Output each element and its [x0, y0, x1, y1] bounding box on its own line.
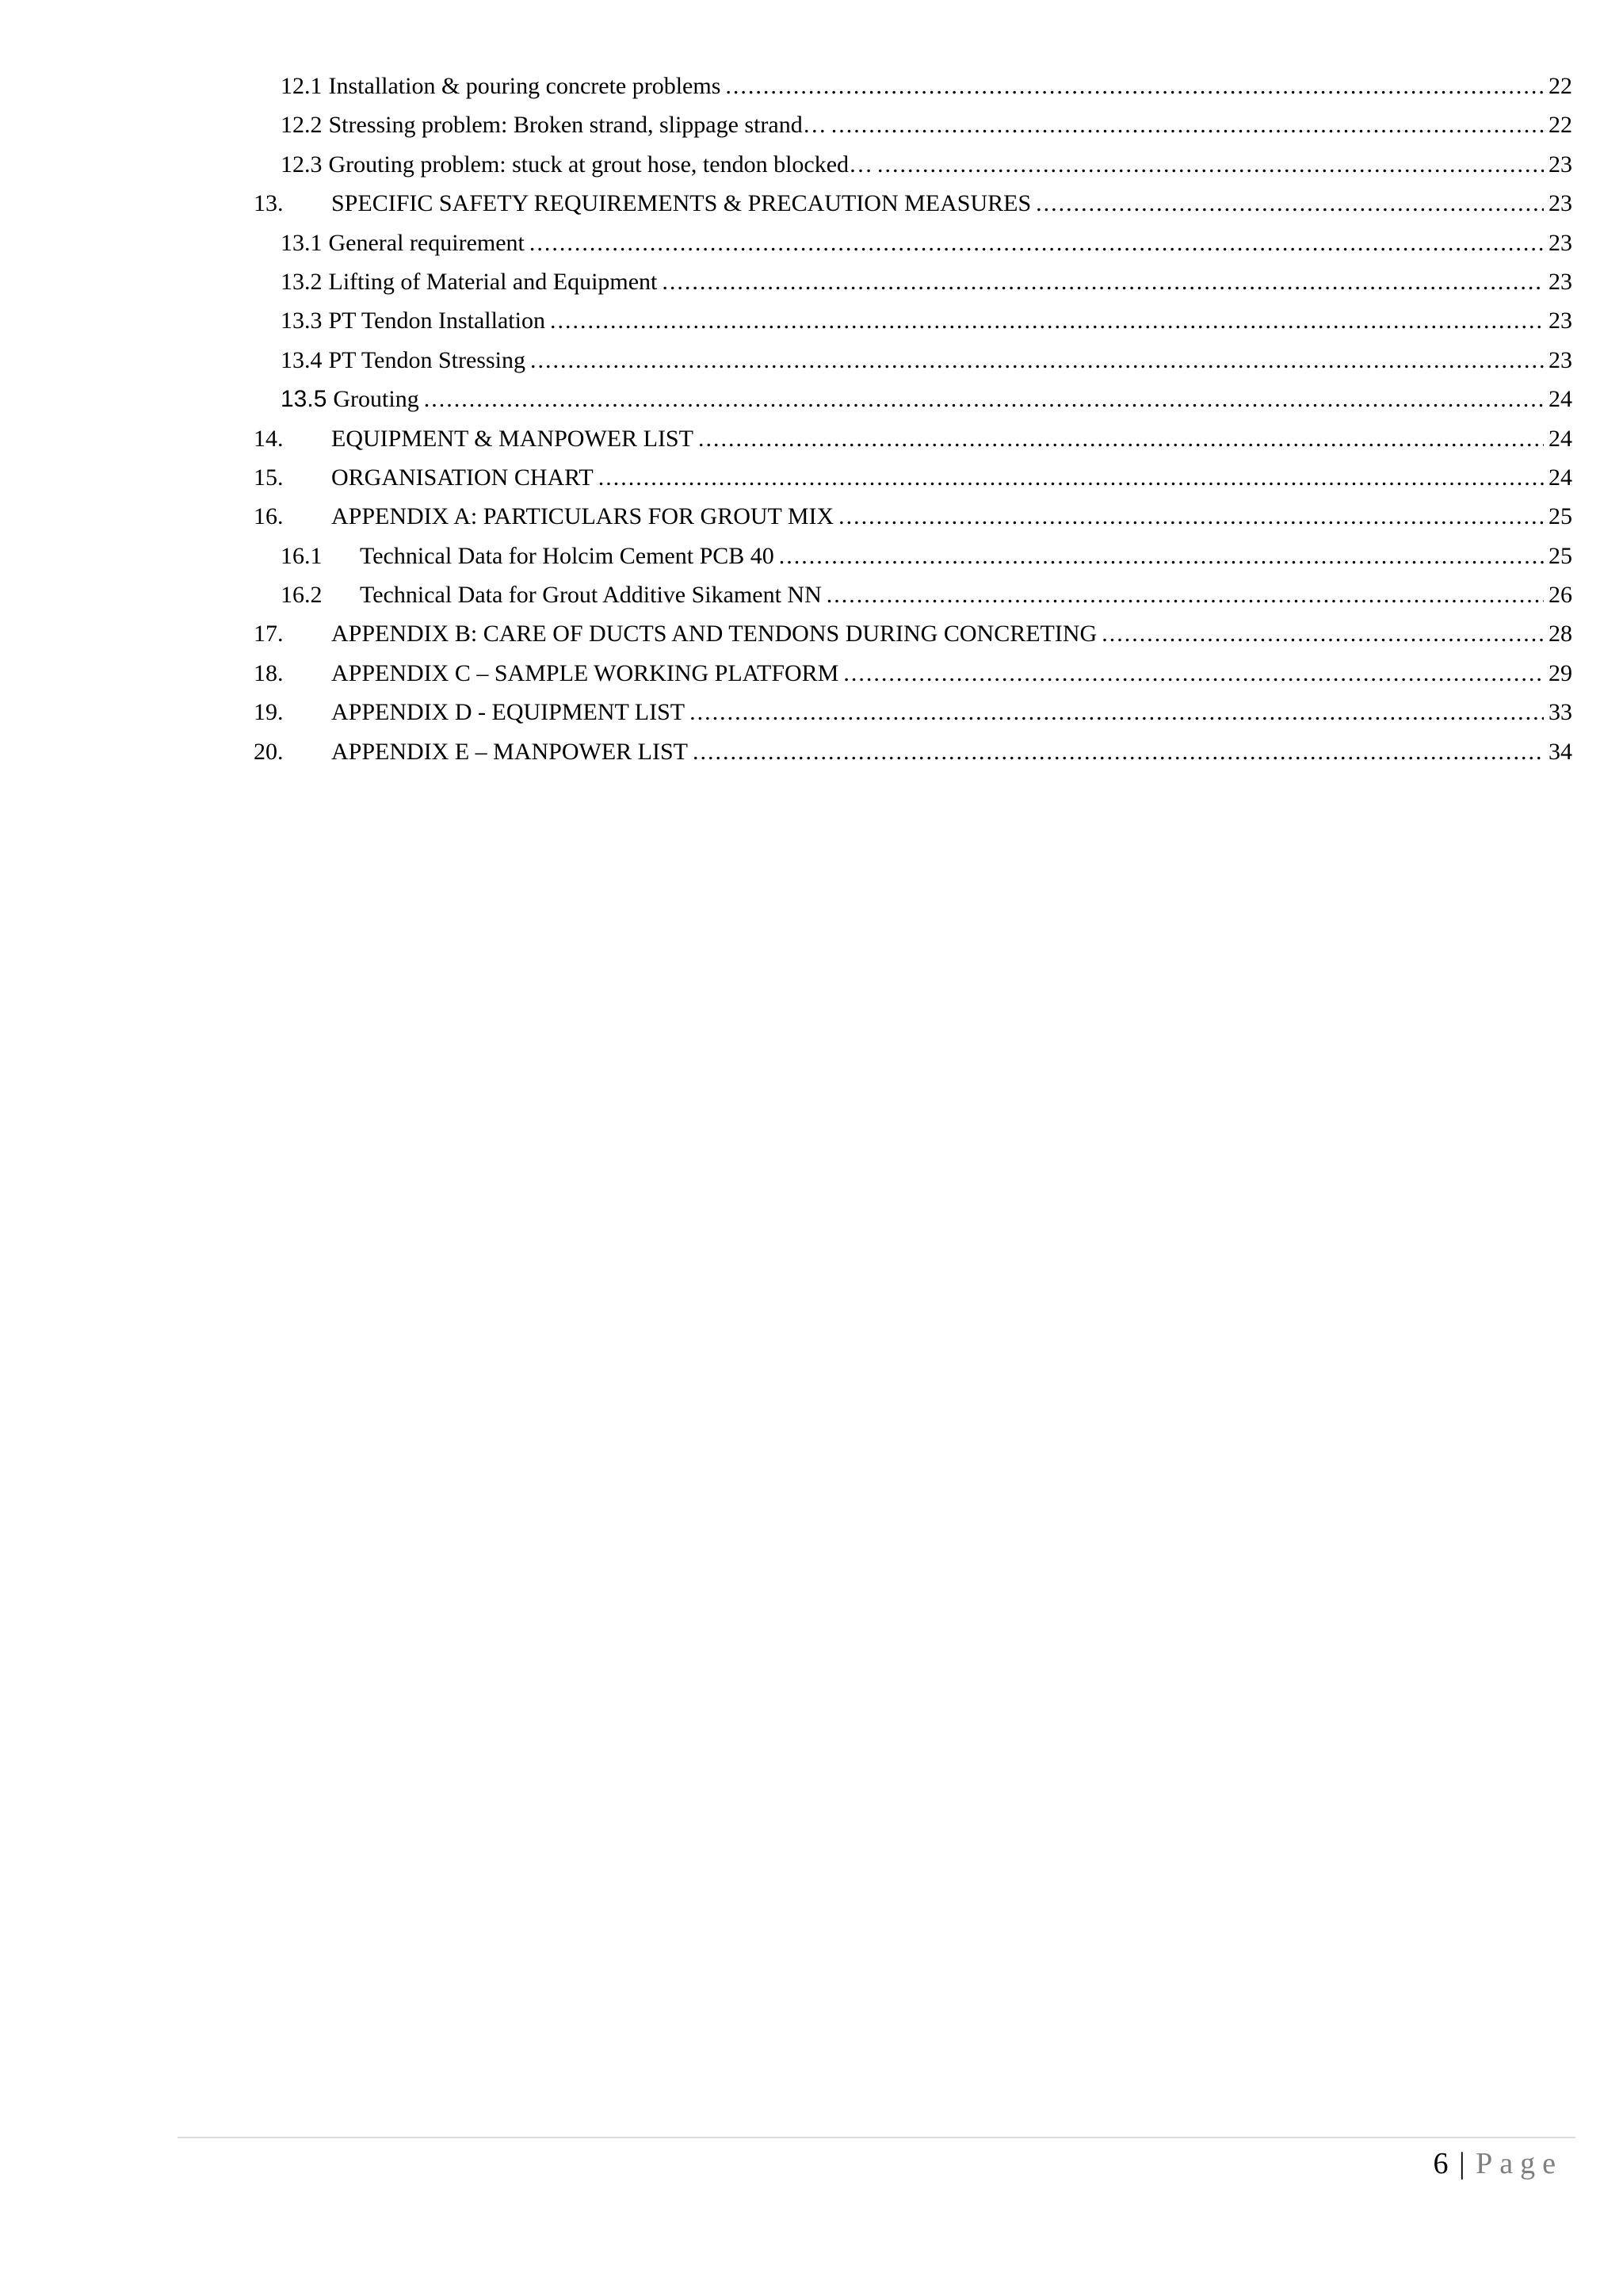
toc-entry-page: 29: [1549, 659, 1572, 686]
toc-entry-number: 15.: [254, 464, 284, 491]
toc-entry-12-3[interactable]: [254, 145, 1572, 184]
toc-entry-18[interactable]: [254, 654, 1572, 693]
dot-leader: [529, 223, 1544, 262]
toc-entry-number: 14.: [254, 425, 284, 452]
toc-entry-17[interactable]: [254, 614, 1572, 653]
toc-entry-title: Technical Data for Grout Additive Sikament NN: [360, 582, 822, 609]
dot-leader: [838, 497, 1544, 536]
toc-entry-number: 16.1: [281, 542, 323, 569]
toc-entry-page: 23: [1549, 308, 1572, 334]
dot-leader: [693, 732, 1544, 771]
toc-entry-16-2[interactable]: [254, 575, 1572, 614]
toc-entry-title: APPENDIX B: CARE OF DUCTS AND TENDONS DURING CONCRETING: [331, 621, 1098, 648]
toc-entry-number: 17.: [254, 621, 284, 648]
toc-entry-page: 24: [1549, 425, 1572, 452]
toc-entry-page: 24: [1549, 386, 1572, 413]
toc-entry-page: 34: [1549, 738, 1572, 765]
toc-entry-13-4[interactable]: [254, 341, 1572, 380]
toc-entry-page: 26: [1549, 582, 1572, 609]
dot-leader: [725, 67, 1544, 105]
toc-entry-page: 25: [1549, 542, 1572, 569]
toc-entry-number: 13.: [254, 190, 284, 217]
toc-entry-page: 22: [1549, 112, 1572, 139]
toc-entry-number: 12.3: [281, 151, 323, 178]
dot-leader: [877, 145, 1544, 184]
dot-leader: [698, 419, 1544, 458]
dot-leader: [779, 537, 1544, 575]
toc-entry-number: 16.: [254, 503, 284, 530]
toc-entry-page: 24: [1549, 464, 1572, 491]
toc-entry-number: 13.2: [281, 268, 323, 295]
toc-entry-page: 23: [1549, 190, 1572, 217]
toc-entry-12-2[interactable]: [254, 105, 1572, 144]
toc-entry-title: Stressing problem: Broken strand, slippage strand…: [328, 112, 827, 139]
toc-entry-13-2[interactable]: [254, 262, 1572, 301]
dot-leader: [843, 654, 1544, 693]
toc-entry-19[interactable]: [254, 693, 1572, 732]
dot-leader: [1036, 184, 1544, 223]
toc-entry-13-3[interactable]: [254, 301, 1572, 340]
toc-entry-13[interactable]: [254, 184, 1572, 223]
toc-entry-title: APPENDIX C – SAMPLE WORKING PLATFORM: [331, 659, 839, 686]
toc-entry-title: APPENDIX E – MANPOWER LIST: [331, 738, 688, 765]
toc-entry-title: ORGANISATION CHART: [331, 464, 594, 491]
toc-entry-number: 18.: [254, 659, 284, 686]
toc-entry-title: Installation & pouring concrete problems: [328, 73, 721, 99]
toc-entry-14[interactable]: [254, 419, 1572, 458]
toc-entry-15[interactable]: [254, 458, 1572, 497]
toc-entry-title: SPECIFIC SAFETY REQUIREMENTS & PRECAUTION MEASURES: [331, 190, 1032, 217]
toc-entry-title: Grouting problem: stuck at grout hose, tendon blocked…: [328, 151, 873, 178]
toc-entry-page: 23: [1549, 151, 1572, 178]
dot-leader: [1102, 614, 1544, 653]
toc-entry-number: 13.1: [281, 229, 323, 256]
toc-entry-number: 12.2: [281, 112, 323, 139]
toc-entry-page: 33: [1549, 699, 1572, 726]
toc-entry-title: PT Tendon Stressing: [328, 346, 525, 373]
toc-entry-16[interactable]: [254, 497, 1572, 536]
toc-entry-title: APPENDIX D - EQUIPMENT LIST: [331, 699, 685, 726]
toc-entry-page: 25: [1549, 503, 1572, 530]
toc-entry-16-1[interactable]: [254, 537, 1572, 575]
toc-entry-13-5[interactable]: [254, 380, 1572, 418]
dot-leader: [598, 458, 1544, 497]
toc-entry-number: 19.: [254, 699, 284, 726]
toc-entry-title: Grouting: [333, 386, 419, 413]
toc-entry-title: General requirement: [328, 229, 525, 256]
dot-leader: [689, 693, 1544, 732]
toc-entry-page: 23: [1549, 346, 1572, 373]
footer-divider: [178, 2137, 1575, 2138]
toc-entry-20[interactable]: [254, 732, 1572, 771]
toc-entry-page: 23: [1549, 229, 1572, 256]
dot-leader: [550, 301, 1544, 340]
dot-leader: [424, 380, 1544, 418]
dot-leader: [827, 575, 1544, 614]
toc-entry-page: 22: [1549, 73, 1572, 99]
toc-entry-12-1[interactable]: [254, 67, 1572, 105]
toc-entry-page: 23: [1549, 268, 1572, 295]
toc-entry-number: 12.1: [281, 73, 323, 99]
table-of-contents: [254, 67, 1572, 771]
page-footer: [1434, 2145, 1563, 2183]
toc-entry-number: 13.3: [281, 308, 323, 334]
toc-entry-number: 13.4: [281, 346, 323, 373]
footer-page-label: Page: [1476, 2147, 1563, 2180]
toc-entry-number: 16.2: [281, 582, 323, 609]
dot-leader: [530, 341, 1544, 380]
toc-entry-title: Technical Data for Holcim Cement PCB 40: [360, 542, 774, 569]
toc-entry-title: Lifting of Material and Equipment: [328, 268, 658, 295]
footer-separator: |: [1459, 2147, 1465, 2180]
toc-entry-number: 13.5: [281, 386, 327, 413]
toc-entry-title: APPENDIX A: PARTICULARS FOR GROUT MIX: [331, 503, 834, 530]
footer-page-number: 6: [1433, 2147, 1449, 2180]
toc-entry-13-1[interactable]: [254, 223, 1572, 262]
dot-leader: [831, 105, 1544, 144]
toc-entry-number: 20.: [254, 738, 284, 765]
toc-entry-title: EQUIPMENT & MANPOWER LIST: [331, 425, 693, 452]
toc-entry-title: PT Tendon Installation: [328, 308, 545, 334]
dot-leader: [662, 262, 1544, 301]
toc-entry-page: 28: [1549, 621, 1572, 648]
